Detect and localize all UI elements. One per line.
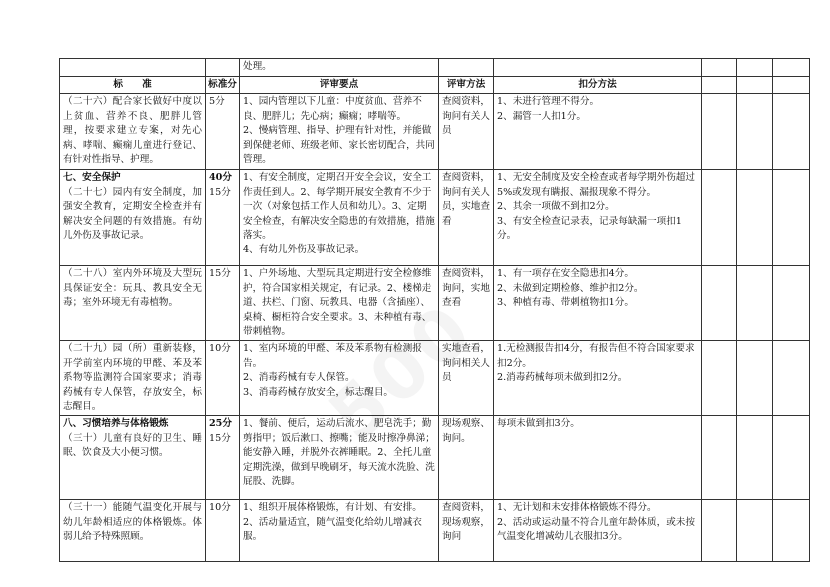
table-row-continuation (60, 59, 810, 77)
deduction-cell: 1、未进行管理不得分。 2、漏管一人扣1分。 (494, 94, 702, 170)
key-points-cell: 1、户外场地、大型玩具定期进行安全检修维护，符合国家相关规定，有记录。2、楼梯走道、扶栏、门窗、玩教具、电器（含插座）、桌椅、橱柜符合安全要求。3、未种植有毒、带刺植物。 (240, 266, 439, 341)
deduction-cell: 1.无检测报告扣4分，有报告但不符合国家要求扣2分。 2.消毒药械每项未做到扣2分。 (494, 341, 702, 416)
method-cell: 现场观察、询问。 (439, 416, 494, 500)
key-points-cell: 1、组织开展体格锻炼，有计划、有安排。 2、活动量适宜，随气温变化给幼儿增减衣服。 (240, 500, 439, 562)
section-points-7: 40分 (209, 172, 232, 184)
section-title-8: 八、习惯培养与体格锻炼 (63, 418, 169, 430)
table-row-26 (60, 94, 810, 170)
deduction-cell: 1、无安全制度及安全检查或者每学期外伤超过5%或发现有瞒报、漏报现象不得分。 2、其余一项做不到扣2分。 3、有安全检查记录表，记录每缺漏一项扣1分。 (494, 170, 702, 266)
method-cell: 查阅资料，询问有关人员，实地查看 (439, 170, 494, 266)
standard-text: （三十）儿童有良好的卫生、睡眠、饮食及大小便习惯。 (63, 432, 202, 459)
standard-cell: （二十八）室内外环境及大型玩具保证安全：玩具、教具安全无毒；室外环境无有毒植物。 (60, 266, 206, 341)
header-key-points: 评审要点 (240, 77, 439, 94)
item-points: 15分 (209, 432, 231, 444)
standard-cell (60, 170, 206, 266)
standard-cell (60, 416, 206, 500)
standard-cell: （二十六）配合家长做好中度以上贫血、营养不良、肥胖儿管理，按要求建立专案，对先心病、哮喘、癫痫儿童进行登记、有针对性指导、护理。 (60, 94, 206, 170)
method-cell: 实地查看，询问相关人员 (439, 341, 494, 416)
standard-text: （二十七）园内有安全制度，加强安全教育，定期安全检查并有解决安全问题的有效措施。有幼儿外伤及事故记录。 (63, 186, 202, 242)
deduction-cell: 1、无计划和未安排体格锻炼不得分。 2、活动或运动量不符合儿童年龄体质，或未按气温变化增减幼儿衣服扣3分。 (494, 500, 702, 562)
header-points: 标准分 (206, 77, 240, 94)
key-points-cell: 1、室内环境的甲醛、苯及苯系物有检测报告。 2、消毒药械有专人保管。 3、消毒药械存放安全，标志醒目。 (240, 341, 439, 416)
standard-cell: （三十一）能随气温变化开展与幼儿年龄相适应的体格锻炼。体弱儿给予特殊照顾。 (60, 500, 206, 562)
key-points-cell: 1、餐前、便后，运动后流水、肥皂洗手；勤剪指甲；饭后漱口、擦嘴；能及时擦净鼻涕；能安静入睡，并脱外衣裤睡眠。2、全托儿童定期洗澡，做到早晚刷牙，每天流水洗脸、洗屁股、洗脚。 (240, 416, 439, 500)
table-row-27 (60, 170, 810, 266)
deduction-cell: 每项未做到扣3分。 (494, 416, 702, 500)
points-cell (206, 170, 240, 266)
table-row-31 (60, 500, 810, 562)
method-cell: 查阅资料，询问，实地查看 (439, 266, 494, 341)
evaluation-table (59, 58, 810, 562)
points-cell: 5分 (206, 94, 240, 170)
key-points-cell: 1、有安全制度，定期召开安全会议，安全工作责任到人。2、每学期开展安全教育不少于一次（对象包括工作人员和幼儿）。3、定期安全检查，有解决安全隐患的有效措施，措施落实。 4、有幼儿外伤及事故记录。 (240, 170, 439, 266)
header-standard: 标 准 (60, 77, 206, 94)
deduction-cell: 1、有一项存在安全隐患扣4分。 2、未做到定期检修、维护扣2分。 3、种植有毒、带刺植物扣1分。 (494, 266, 702, 341)
standard-cell: （二十九）园（所）重新装修，开学前室内环境的甲醛、苯及苯系物等监测符合国家要求；消毒药械有专人保管，存放安全，标志醒目。 (60, 341, 206, 416)
section-title-7: 七、安全保护 (63, 172, 121, 184)
section-points-8: 25分 (209, 418, 232, 430)
points-cell (206, 416, 240, 500)
table-row-30 (60, 416, 810, 500)
points-cell: 10分 (206, 500, 240, 562)
continuation-text: 处理。 (240, 59, 439, 77)
points-cell: 15分 (206, 266, 240, 341)
points-cell: 10分 (206, 341, 240, 416)
header-method: 评审方法 (439, 77, 494, 94)
item-points: 15分 (209, 186, 231, 198)
document-page (59, 58, 809, 562)
method-cell: 查阅资料，询问有关人员 (439, 94, 494, 170)
key-points-cell: 1、园内管理以下儿童：中度贫血、营养不良、肥胖儿；先心病；癫痫；哮喘等。 2、慢病管理、指导、护理有针对性，并能做到保健老师、班级老师、家长密切配合，共同管理。 (240, 94, 439, 170)
table-row-29 (60, 341, 810, 416)
header-deduction: 扣分方法 (494, 77, 702, 94)
method-cell: 查阅资料，现场观察，询问 (439, 500, 494, 562)
table-row-28 (60, 266, 810, 341)
table-header-row (60, 77, 810, 94)
